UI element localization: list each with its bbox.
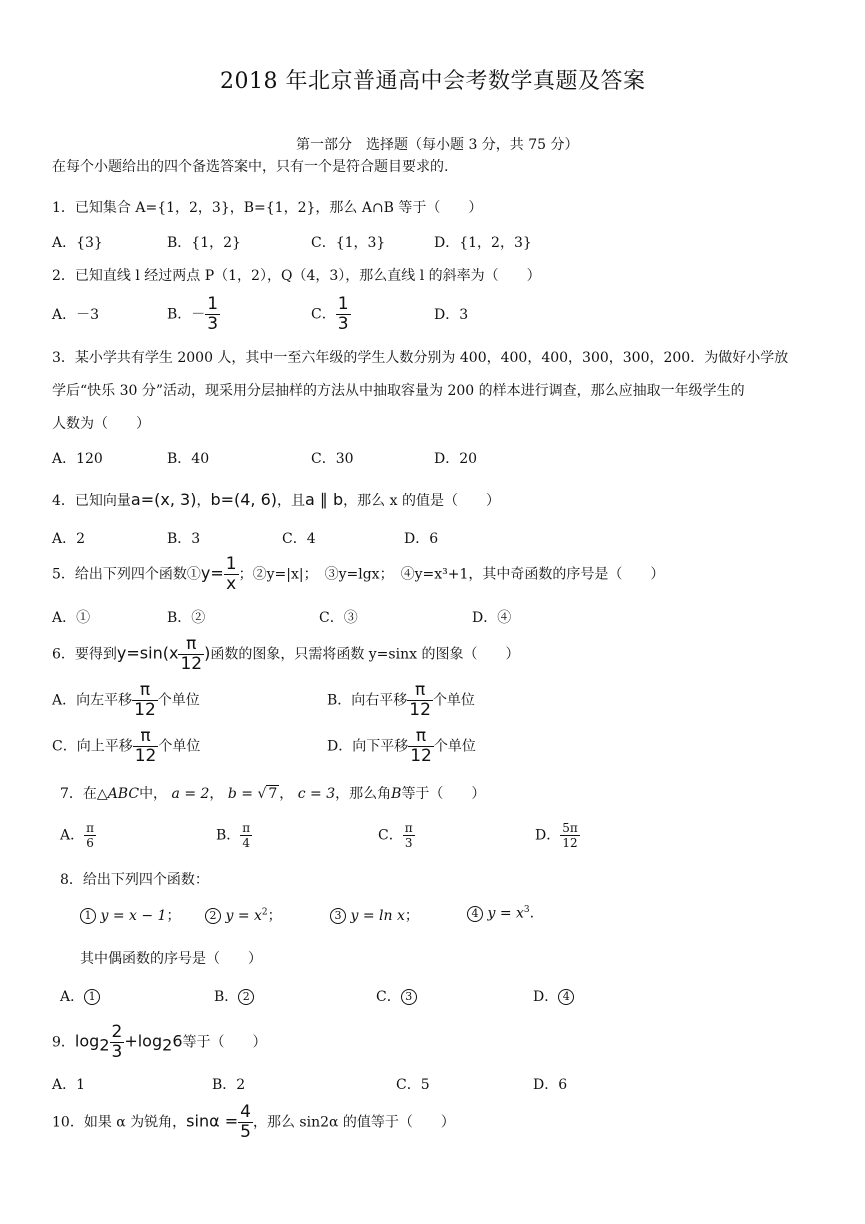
q4-stem: 4．已知向量a=(x, 3)，b=(4, 6)，且a ∥ b，那么 x 的值是（ ） bbox=[52, 490, 500, 509]
q3-option-a: A．120 bbox=[52, 451, 103, 467]
q3-option-d: D．20 bbox=[434, 451, 478, 467]
q1-option-b: B．{1，2} bbox=[167, 235, 241, 251]
q6-option-d: D．向下平移 $\frac{\pi}{12}$ 个单位 bbox=[327, 726, 476, 766]
fraction: $\frac{4}{5}$ bbox=[240, 1102, 251, 1142]
q8-function-4: 4 $y = x^3$. bbox=[467, 905, 534, 922]
section-heading: 第一部分 选择题（每小题 3 分，共 75 分） bbox=[296, 137, 579, 153]
q9-option-c: C．5 bbox=[396, 1077, 430, 1093]
q10-stem: 10．如果 α 为锐角，sinα = $\frac{4}{5}$ ，那么 sin2α 的值等于（ ） bbox=[52, 1102, 455, 1142]
q9-option-d: D．6 bbox=[533, 1077, 568, 1093]
fraction: $\frac{\pi}{12}$ bbox=[180, 634, 203, 674]
q2-option-b: B．－ $\frac{1}{3}$ bbox=[167, 294, 219, 334]
q8-question: 其中偶函数的序号是（ ） bbox=[80, 951, 262, 967]
q9-stem: 9．$\log_2$ $\frac{2}{3}$ $+\log_26$等于（ ） bbox=[52, 1022, 267, 1062]
q7-option-c: C． $\frac{\pi}{3}$ bbox=[378, 821, 413, 850]
doc-title: 2018 年北京普通高中会考数学真题及答案 bbox=[220, 69, 646, 94]
q8-stem: 8．给出下列四个函数： bbox=[60, 872, 209, 888]
q3-stem-line2: 学后“快乐 30 分”活动，现采用分层抽样的方法从中抽取容量为 200 的样本进行调查，那么应抽取一年级学生的 bbox=[52, 383, 745, 399]
fraction: $\frac{\pi}{12}$ bbox=[134, 680, 156, 720]
q3-option-b: B．40 bbox=[167, 451, 210, 467]
fraction: $\frac{\pi}{4}$ bbox=[242, 821, 251, 850]
q9-option-a: A．1 bbox=[52, 1077, 86, 1093]
q7-option-d: D． $\frac{5\pi}{12}$ bbox=[535, 821, 578, 850]
fraction: $\frac{1}{3}$ bbox=[207, 294, 219, 334]
q4-option-a: A．2 bbox=[52, 531, 86, 547]
q8-option-d: D． 4 bbox=[533, 986, 574, 1006]
q6-option-a: A．向左平移 $\frac{\pi}{12}$ 个单位 bbox=[52, 680, 200, 720]
fraction: $\frac{\pi}{12}$ bbox=[410, 726, 432, 766]
q3-stem-line3: 人数为（ ） bbox=[52, 416, 150, 432]
q5-option-c: C．③ bbox=[319, 610, 358, 626]
q7-option-b: B． $\frac{\pi}{4}$ bbox=[216, 821, 251, 850]
q4-option-b: B．3 bbox=[167, 531, 201, 547]
fraction: $\frac{1}{x}$ bbox=[225, 554, 237, 594]
q2-option-c: C． $\frac{1}{3}$ bbox=[311, 294, 349, 334]
q4-option-d: D．6 bbox=[404, 531, 439, 547]
q8-option-c: C． 3 bbox=[376, 986, 417, 1006]
fraction: $\frac{2}{3}$ bbox=[111, 1022, 123, 1062]
q2-option-d: D．3 bbox=[434, 307, 469, 323]
q1-option-c: C．{1，3} bbox=[311, 235, 386, 251]
q5-option-d: D．④ bbox=[472, 610, 512, 626]
q8-function-2: 2 $y = x^2$； bbox=[205, 905, 282, 925]
circled-number: 2 bbox=[205, 908, 221, 924]
q7-option-a: A． $\frac{\pi}{6}$ bbox=[60, 821, 95, 850]
circled-number: 1 bbox=[84, 989, 100, 1005]
q9-option-b: B．2 bbox=[212, 1077, 246, 1093]
q4-option-c: C．4 bbox=[282, 531, 316, 547]
q5-option-a: A．① bbox=[52, 610, 91, 626]
circled-number: 4 bbox=[558, 989, 574, 1005]
q2-stem: 2．已知直线 l 经过两点 P（1，2），Q（4，3），那么直线 l 的斜率为（ ） bbox=[52, 268, 541, 284]
circled-number: 4 bbox=[467, 906, 483, 922]
circled-number: 1 bbox=[80, 908, 96, 924]
circled-number: 2 bbox=[238, 989, 254, 1005]
circled-number: 3 bbox=[330, 908, 346, 924]
fraction: $\frac{\pi}{12}$ bbox=[134, 726, 157, 766]
q8-option-a: A． 1 bbox=[60, 986, 100, 1006]
q1-stem: 1．已知集合 A={1，2，3}，B={1，2}，那么 A∩B 等于（ ） bbox=[52, 200, 483, 216]
fraction: $\frac{\pi}{12}$ bbox=[409, 680, 431, 720]
q1-option-a: A．{3} bbox=[52, 235, 103, 251]
parallel-condition: a ∥ b bbox=[305, 490, 344, 509]
q3-option-c: C．30 bbox=[311, 451, 354, 467]
fraction: $\frac{\pi}{6}$ bbox=[86, 821, 95, 850]
q5-stem: 5．给出下列四个函数①y= $\frac{1}{x}$ ；②y=|x|； ③y=lgx； ④y=x³+1，其中奇函数的序号是（ ） bbox=[52, 554, 665, 594]
q8-function-1: 1 y = x − 1； bbox=[80, 905, 180, 925]
sqrt-symbol: √ bbox=[257, 786, 267, 802]
q6-stem: 6．要得到y=sin(x $\frac{\pi}{12}$ )函数的图象，只需将函数 y=sinx 的图象（ ） bbox=[52, 634, 520, 674]
fraction: $\frac{\pi}{3}$ bbox=[404, 821, 413, 850]
fraction: $\frac{5\pi}{12}$ bbox=[562, 821, 578, 850]
q6-option-c: C．向上平移 $\frac{\pi}{12}$ 个单位 bbox=[52, 726, 201, 766]
fraction: $\frac{1}{3}$ bbox=[337, 294, 349, 334]
q2-option-a: A．－3 bbox=[52, 307, 100, 323]
q1-option-d: D．{1，2，3} bbox=[434, 235, 532, 251]
q8-option-b: B． 2 bbox=[214, 986, 254, 1006]
q6-option-b: B．向右平移 $\frac{\pi}{12}$ 个单位 bbox=[327, 680, 475, 720]
q5-option-b: B．② bbox=[167, 610, 206, 626]
circled-number: 3 bbox=[401, 989, 417, 1005]
minus-sign: － bbox=[191, 306, 206, 323]
instruction: 在每个小题给出的四个备选答案中，只有一个是符合题目要求的. bbox=[52, 159, 449, 175]
q8-function-3: 3 y = ln x； bbox=[330, 905, 419, 925]
vector-b: b=(4, 6) bbox=[210, 490, 278, 509]
q3-stem-line1: 3．某小学共有学生 2000 人，其中一至六年级的学生人数分别为 400，400，400，300，300，200．为做好小学放 bbox=[52, 350, 789, 366]
vector-a: a=(x, 3) bbox=[130, 490, 197, 509]
q7-stem: 7．在△ABC中， a = 2， b = √ 7 ， c = 3，那么角B等于（ ） bbox=[60, 786, 486, 802]
